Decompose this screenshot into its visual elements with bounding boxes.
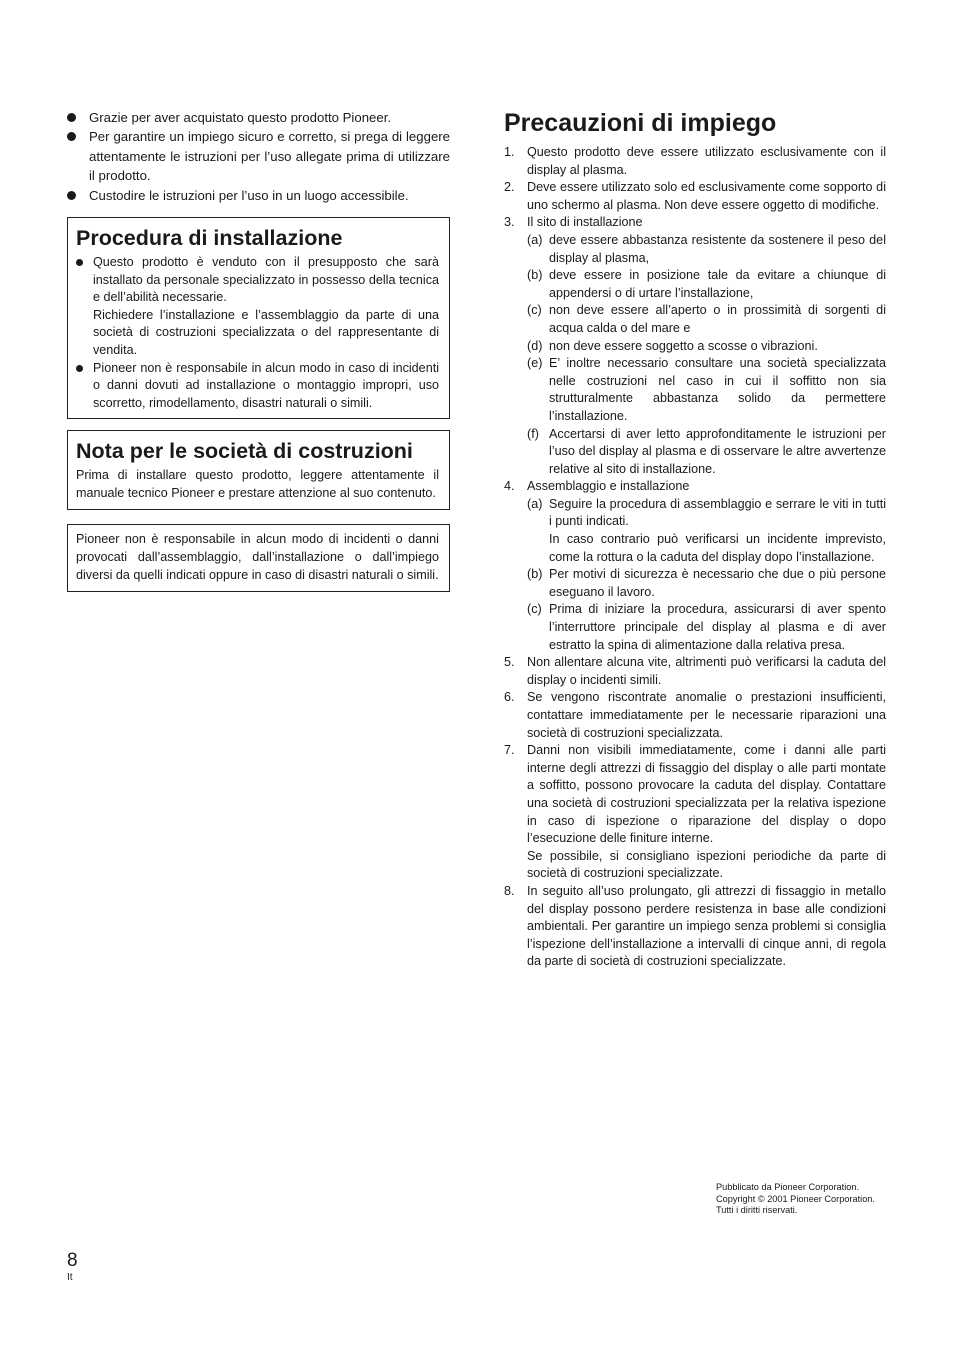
sub-item-text: Seguire la procedura di assemblaggio e serrare le viti in tutti i punti indicati. [549,496,886,529]
item-number: 7. [504,743,515,758]
sub-list-item [527,601,886,654]
item-text: Se possibile, si consigliano ispezioni periodiche da parte di società di costruzioni specializzate. [527,848,886,881]
intro-item-text: Per garantire un impiego sicuro e corretto, si prega di leggere attentamente le istruzioni per l’uso allegate prima di utilizzare il prodotto. [89,129,450,184]
list-item [67,127,450,185]
construction-note-box [67,430,450,510]
sub-list-item [527,232,886,267]
sub-letter: (b) [527,268,543,283]
sub-letter: (c) [527,602,542,617]
sub-item-text: non deve essere soggetto a scosse o vibrazioni. [549,338,818,353]
sub-list-item [527,302,886,337]
sub-item-text: E’ inoltre necessario consultare una società specializzata nelle costruzioni nel caso in cui il soffitto non sia strutturalmente abbastanza solido da permettere l’installazione. [549,356,886,423]
rights-line: Tutti i diritti riservati. [716,1205,798,1216]
installation-item-text: Pioneer non è responsabile in alcun modo in caso di incidenti o danni dovuti ad installazione o montaggio impropri, uso scorretto, rimodellamento, disastri naturali o simili. [93,360,439,410]
sub-letter: (d) [527,338,543,353]
disclaimer-body: Pioneer non è responsabile in alcun modo di incidenti o danni provocati dall’assemblaggio, dall’installazione o dall’impiego diversi da quelli indicati oppure in caso di disastri naturali o simili. [76,531,439,582]
precautions-title: Precauzioni di impiego [504,109,777,137]
intro-item-text: Grazie per aver acquistato questo prodotto Pioneer. [89,110,392,125]
item-text: Non allentare alcuna vite, altrimenti può verificarsi la caduta del display o incidenti simili. [527,655,886,687]
copyright-line: Copyright © 2001 Pioneer Corporation. [716,1193,875,1204]
item-text: Danni non visibili immediatamente, come i danni alle parti interne degli attrezzi di fissaggio del display o alle parti montate a soffitto, possono provocare la caduta del display. Contattare una società di costruzioni specializzata per la relativa ispezione in caso di ispezione o riparazione del display o dopo l’esecuzione delle finiture interne. [527,743,886,846]
sub-letter: (f) [527,426,539,441]
sub-letter: (c) [527,303,542,318]
installation-item-text: Richiedere l’installazione e l’assemblaggio da parte di una società di costruzioni specializzata o del rappresentante di vendita. [93,307,439,357]
sub-list-item [527,267,886,302]
intro-item-text: Custodire le istruzioni per l’uso in un luogo accessibile. [89,187,409,203]
bullet-icon [67,191,76,200]
publisher-info [716,1182,875,1217]
language-code: It [67,1272,73,1283]
item-text: Assemblaggio e installazione [527,479,690,494]
list-item [76,360,439,413]
precautions-list [504,144,886,971]
item-number: 8. [504,883,515,898]
list-item [504,742,886,883]
installation-title: Procedura di installazione [76,226,343,251]
sub-letter: (e) [527,356,543,371]
list-item [504,144,886,179]
item-number: 5. [504,655,515,670]
sub-item-text: In caso contrario può verificarsi un incidente imprevisto, come la rottura o la caduta del display dopo l’installazione. [549,532,886,564]
sub-item-text: deve essere in posizione tale da evitare a chiunque di appendersi o di urtare l’installazione, [549,268,886,300]
sub-item-text: Accertarsi di aver letto approfonditamente le istruzioni per l’uso del display al plasma e di osservare le altre avvertenze relative al sito di installazione. [549,426,886,476]
installation-list [76,254,439,412]
installation-box [67,217,450,419]
item-number: 2. [504,180,515,195]
list-item [504,689,886,742]
item-text: Deve essere utilizzato solo ed esclusivamente come sopporto di uno schermo al plasma. Non deve essere oggetto di modifiche. [527,180,886,212]
list-item [67,186,450,205]
sub-list [527,496,886,654]
intro-list [67,108,450,205]
left-column [67,108,450,592]
list-item [504,214,886,478]
page-number: 8 [67,1250,78,1271]
sub-list [527,232,886,478]
sub-list-item [527,355,886,425]
item-text: Questo prodotto deve essere utilizzato esclusivamente con il display al plasma. [527,145,886,177]
sub-letter: (b) [527,567,543,582]
list-item [504,179,886,214]
list-item [504,654,886,689]
publisher-line: Pubblicato da Pioneer Corporation. [716,1182,860,1192]
construction-note-title: Nota per le società di costruzioni [76,439,413,464]
sub-list-item [527,426,886,479]
sub-list-item [527,566,886,601]
item-number: 6. [504,690,515,705]
item-number: 1. [504,145,515,159]
sub-item-text: Prima di iniziare la procedura, assicurarsi di aver spento l’interruttore principale del display al plasma e di aver estratto la spina di alimentazione dalla relativa presa. [549,602,886,652]
item-text: In seguito all’uso prolungato, gli attrezzi di fissaggio in metallo del display possono perdere resistenza in base alle condizioni ambientali. Per garantire un impiego senza problemi si consiglia l’ispezione dell’installazione a intervalli di cinque anni, di regola da parte di società di costruzioni specializzate. [527,883,886,969]
list-item [76,254,439,360]
construction-note-body: Prima di installare questo prodotto, leggere attentamente il manuale tecnico Pioneer e prestare attenzione al suo contenuto. [76,468,439,501]
disclaimer-box [67,524,450,592]
bullet-icon [76,259,83,266]
sub-item-text: deve essere abbastanza resistente da sostenere il peso del display al plasma, [549,232,886,265]
sub-letter: (a) [527,496,543,511]
sub-list-item [527,338,886,356]
list-item [504,478,886,654]
list-item [504,883,886,971]
item-text: Il sito di installazione [527,215,643,230]
item-number: 3. [504,215,515,230]
bullet-icon [76,365,83,372]
list-item [67,108,450,127]
bullet-icon [67,132,76,141]
installation-item-text: Questo prodotto è venduto con il presupposto che sarà installato da personale specializzato in possesso della tecnica e dell’abilità necessarie. [93,255,439,305]
item-number: 4. [504,479,515,494]
item-text: Se vengono riscontrate anomalie o prestazioni insufficienti, contattare immediatamente per le necessarie riparazioni una società di costruzioni specializzata. [527,690,886,740]
right-column [504,108,886,971]
sub-list-item [527,496,886,566]
bullet-icon [67,113,76,122]
sub-item-text: non deve essere all’aperto o in prossimità di sorgenti di acqua calda o del mare e [549,303,886,335]
sub-item-text: Per motivi di sicurezza è necessario che due o più persone eseguano il lavoro. [549,567,886,599]
sub-letter: (a) [527,232,543,247]
